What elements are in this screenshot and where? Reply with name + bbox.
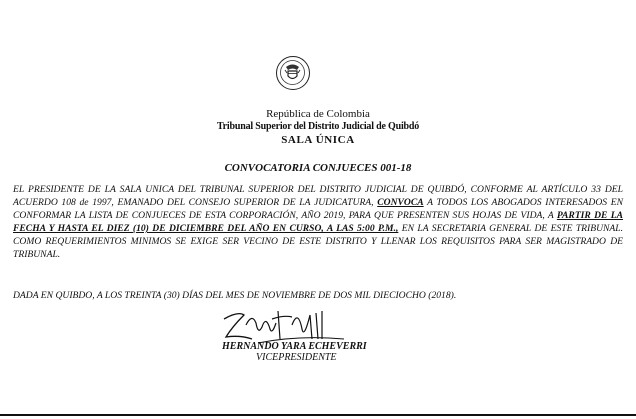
page-bottom-rule bbox=[0, 414, 636, 416]
body-part-1: EL PRESIDENTE DE LA SALA UNICA DEL TRIBUNAL SUPERIOR DEL DISTRITO JUDICIAL DE QUIBDÓ, CONFORME AL ARTÍCULO 33 DEL ACUERDO 108 de 1997, EMANADO DEL CONSEJO SUPERIOR DE LA JUDICATURA, bbox=[13, 184, 623, 208]
body-convoca: CONVOCA bbox=[377, 197, 424, 208]
header-republica: República de Colombia bbox=[266, 108, 370, 120]
body-deadline: PARTIR DE LA FECHA Y HASTA EL DIEZ (10) DE DICIEMBRE DEL AÑO EN CURSO, A LAS 5:00 P.M., bbox=[13, 210, 623, 234]
document-title: CONVOCATORIA CONJUECES 001-18 bbox=[224, 162, 412, 174]
header-tribunal: Tribunal Superior del Distrito Judicial de Quibdó bbox=[216, 121, 420, 132]
header-sala: SALA ÚNICA bbox=[281, 134, 355, 146]
colombia-coat-of-arms-seal bbox=[276, 56, 310, 90]
coat-of-arms-icon bbox=[277, 57, 308, 88]
date-line: DADA EN QUIBDO, A LOS TREINTA (30) DÍAS DEL MES DE NOVIEMBRE DE DOS MIL DIECIOCHO (2018). bbox=[13, 290, 457, 301]
body-part-3: EN LA SECRETARIA GENERAL DE ESTE TRIBUNAL. COMO REQUERIMIENTOS MINIMOS SE EXIGE SER VECINO DE ESTE DISTRITO Y LLENAR LOS REQUISITOS PARA SER MAGISTRADO DE TRIBUNAL. bbox=[13, 223, 624, 260]
body-paragraph bbox=[13, 183, 623, 261]
body-part-2: A TODOS LOS ABOGADOS INTERESADOS EN CONFORMAR LA LISTA DE CONJUECES DE ESTA CORPORACIÓN, AÑO 2019, PARA QUE PRESENTEN SUS HOJAS DE VIDA, A bbox=[13, 197, 624, 221]
signer-name: HERNANDO YARA ECHEVERRI bbox=[222, 341, 367, 352]
signer-role: VICEPRESIDENTE bbox=[256, 352, 337, 363]
